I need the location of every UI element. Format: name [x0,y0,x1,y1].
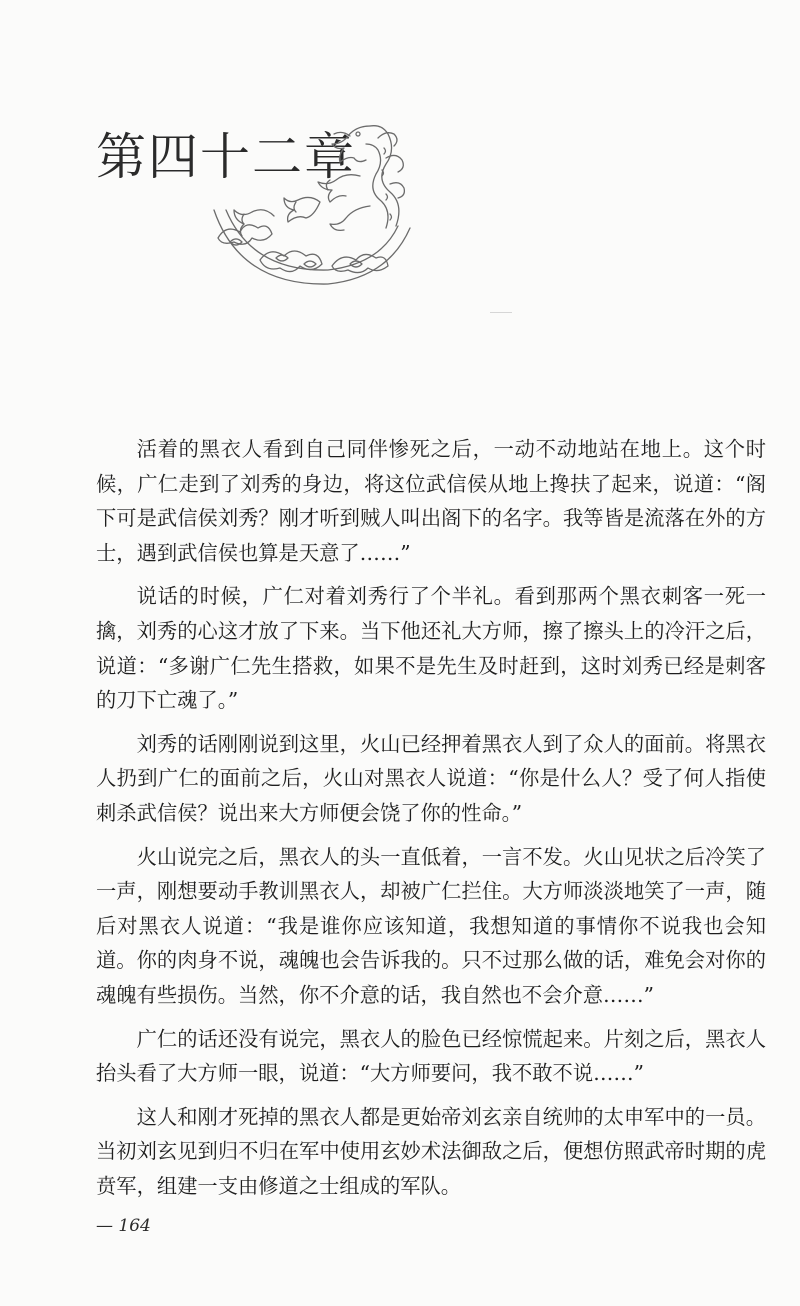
paragraph: 这人和刚才死掉的黑衣人都是更始帝刘玄亲自统帅的太申军中的一员。当初刘玄见到归不归在军中使用玄妙术法御敌之后，便想仿照武帝时期的虎贲军，组建一支由修道之士组成的军队。 [96,1104,766,1198]
cloud-dragon-ornament-icon [200,118,420,298]
paragraph: 广仁的话还没有说完，黑衣人的脸色已经惊慌起来。片刻之后，黑衣人抬头看了大方师一眼，说道：“大方师要问，我不敢不说……” [96,1026,766,1086]
paragraph: 说话的时候，广仁对着刘秀行了个半礼。看到那两个黑衣刺客一死一擒，刘秀的心这才放了下来。当下他还礼大方师，擦了擦头上的冷汗之后，说道：“多谢广仁先生搭救，如果不是先生及时赶到，这时刘秀已经是刺客的刀下亡魂了。” [96,584,766,713]
paragraph: 活着的黑衣人看到自己同伴惨死之后，一动不动地站在地上。这个时候，广仁走到了刘秀的身边，将这位武信侯从地上搀扶了起来，说道：“阁下可是武信侯刘秀？刚才听到贼人叫出阁下的名字。我等皆是流落在外的方士，遇到武信侯也算是天意了……” [96,437,766,565]
chapter-title: 第四十二章 [96,128,356,186]
paragraph: 火山说完之后，黑衣人的头一直低着，一言不发。火山见状之后冷笑了一声，刚想要动手教训黑衣人，却被广仁拦住。大方师淡淡地笑了一声，随后对黑衣人说道：“我是谁你应该知道，我想知道的事情你不说我也会知道。你的肉身不说，魂魄也会告诉我的。只不过那么做的话，难免会对你的魂魄有些损伤。当然，你不介意的话，我自然也不会介意……” [96,844,766,1007]
paragraph: 刘秀的话刚刚说到这里，火山已经押着黑衣人到了众人的面前。将黑衣人扔到广仁的面前之后，火山对黑衣人说道：“你是什么人？受了何人指使刺杀武信侯？说出来大方师便会饶了你的性命。” [96,731,766,825]
page-number: — 164 [96,1216,151,1236]
chapter-body [96,432,766,1212]
paper-smudge [490,312,512,313]
